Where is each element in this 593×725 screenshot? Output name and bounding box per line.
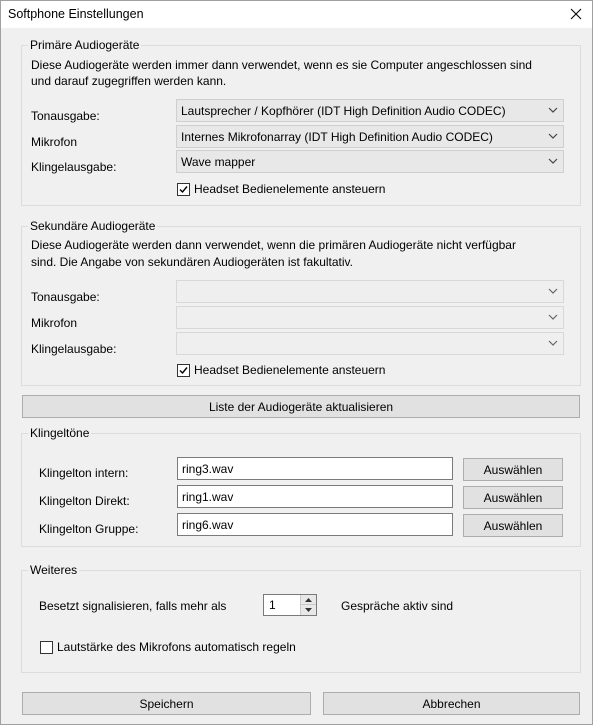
chevron-down-icon: [548, 340, 558, 347]
title-bar: [1, 1, 592, 28]
ringtone-direkt-select-button[interactable]: Auswählen: [463, 486, 563, 509]
chevron-down-icon: [548, 133, 558, 140]
secondary-tonausgabe-label: Tonausgabe:: [31, 290, 100, 304]
stepper-up-button[interactable]: [300, 595, 316, 605]
stepper-down-button[interactable]: [300, 605, 316, 615]
ringtone-direkt-label: Klingelton Direkt:: [39, 494, 130, 508]
primary-audio-description-1: Diese Audiogeräte werden immer dann verwendet, wenn es sie Computer angeschlossen sind: [31, 58, 532, 72]
secondary-klingel-label: Klingelausgabe:: [31, 342, 117, 356]
busy-signal-label: Besetzt signalisieren, falls mehr als: [39, 599, 227, 613]
busy-threshold-stepper[interactable]: [263, 594, 317, 616]
refresh-devices-button[interactable]: Liste der Audiogeräte aktualisieren: [22, 395, 580, 418]
auto-mic-volume-label: Lautstärke des Mikrofons automatisch regeln: [57, 640, 296, 654]
close-button[interactable]: [564, 3, 588, 25]
chevron-down-icon: [548, 158, 558, 165]
secondary-tonausgabe-select[interactable]: [176, 280, 564, 303]
secondary-audio-description-1: Diese Audiogeräte werden dann verwendet, wenn die primären Audiogeräte nicht verfügbar: [31, 238, 516, 252]
ringtones-legend: Klingeltöne: [30, 426, 90, 440]
primary-klingel-select[interactable]: [176, 150, 564, 173]
checkbox-box: [177, 183, 190, 196]
secondary-headset-label: Headset Bedienelemente ansteuern: [194, 363, 386, 377]
primary-mikrofon-value: Internes Mikrofonarray (IDT High Definition Audio CODEC): [181, 130, 493, 144]
primary-tonausgabe-value: Lautsprecher / Kopfhörer (IDT High Definition Audio CODEC): [181, 104, 506, 118]
triangle-up-icon: [305, 598, 312, 602]
checkbox-box: [177, 364, 190, 377]
triangle-down-icon: [305, 608, 312, 612]
more-legend: Weiteres: [30, 563, 78, 577]
secondary-mikrofon-label: Mikrofon: [31, 316, 78, 330]
busy-signal-suffix: Gespräche aktiv sind: [341, 599, 454, 613]
primary-klingel-label: Klingelausgabe:: [31, 160, 117, 174]
primary-klingel-value: Wave mapper: [181, 155, 256, 169]
checkbox-box: [40, 641, 53, 654]
primary-tonausgabe-select[interactable]: [176, 99, 564, 122]
primary-audio-description-2: und darauf zugegriffen werden kann.: [31, 74, 227, 88]
ringtone-intern-label: Klingelton intern:: [39, 466, 129, 480]
primary-headset-label: Headset Bedienelemente ansteuern: [194, 182, 386, 196]
primary-mikrofon-label: Mikrofon: [31, 135, 78, 149]
primary-headset-checkbox[interactable]: [177, 182, 385, 196]
chevron-down-icon: [548, 288, 558, 295]
secondary-mikrofon-select[interactable]: [176, 306, 564, 329]
primary-audio-legend: Primäre Audiogeräte: [30, 38, 140, 52]
checkmark-icon: [179, 366, 188, 375]
close-icon: [570, 8, 582, 20]
busy-threshold-value: 1: [269, 598, 276, 612]
ringtone-direkt-input[interactable]: [177, 485, 453, 508]
primary-tonausgabe-label: Tonausgabe:: [31, 109, 100, 123]
primary-mikrofon-select[interactable]: [176, 125, 564, 148]
ringtone-gruppe-label: Klingelton Gruppe:: [39, 522, 139, 536]
chevron-down-icon: [548, 107, 558, 114]
ringtone-gruppe-select-button[interactable]: Auswählen: [463, 514, 563, 537]
ringtone-intern-value: ring3.wav: [182, 462, 234, 476]
secondary-headset-checkbox[interactable]: [177, 363, 385, 377]
more-group: [21, 563, 581, 673]
ringtone-gruppe-value: ring6.wav: [182, 518, 234, 532]
chevron-down-icon: [548, 314, 558, 321]
ringtone-gruppe-input[interactable]: [177, 513, 453, 536]
ringtone-direkt-value: ring1.wav: [182, 490, 234, 504]
window-title: Softphone Einstellungen: [8, 7, 144, 21]
secondary-klingel-select[interactable]: [176, 332, 564, 355]
ringtone-intern-input[interactable]: [177, 457, 453, 480]
secondary-audio-description-2: sind. Die Angabe von sekundären Audiogeräten ist fakultativ.: [31, 255, 353, 269]
ringtone-intern-select-button[interactable]: Auswählen: [463, 458, 563, 481]
secondary-audio-legend: Sekundäre Audiogeräte: [30, 219, 156, 233]
auto-mic-volume-checkbox[interactable]: [40, 640, 296, 654]
save-button[interactable]: Speichern: [22, 692, 311, 715]
cancel-button[interactable]: Abbrechen: [323, 692, 580, 715]
checkmark-icon: [179, 185, 188, 194]
